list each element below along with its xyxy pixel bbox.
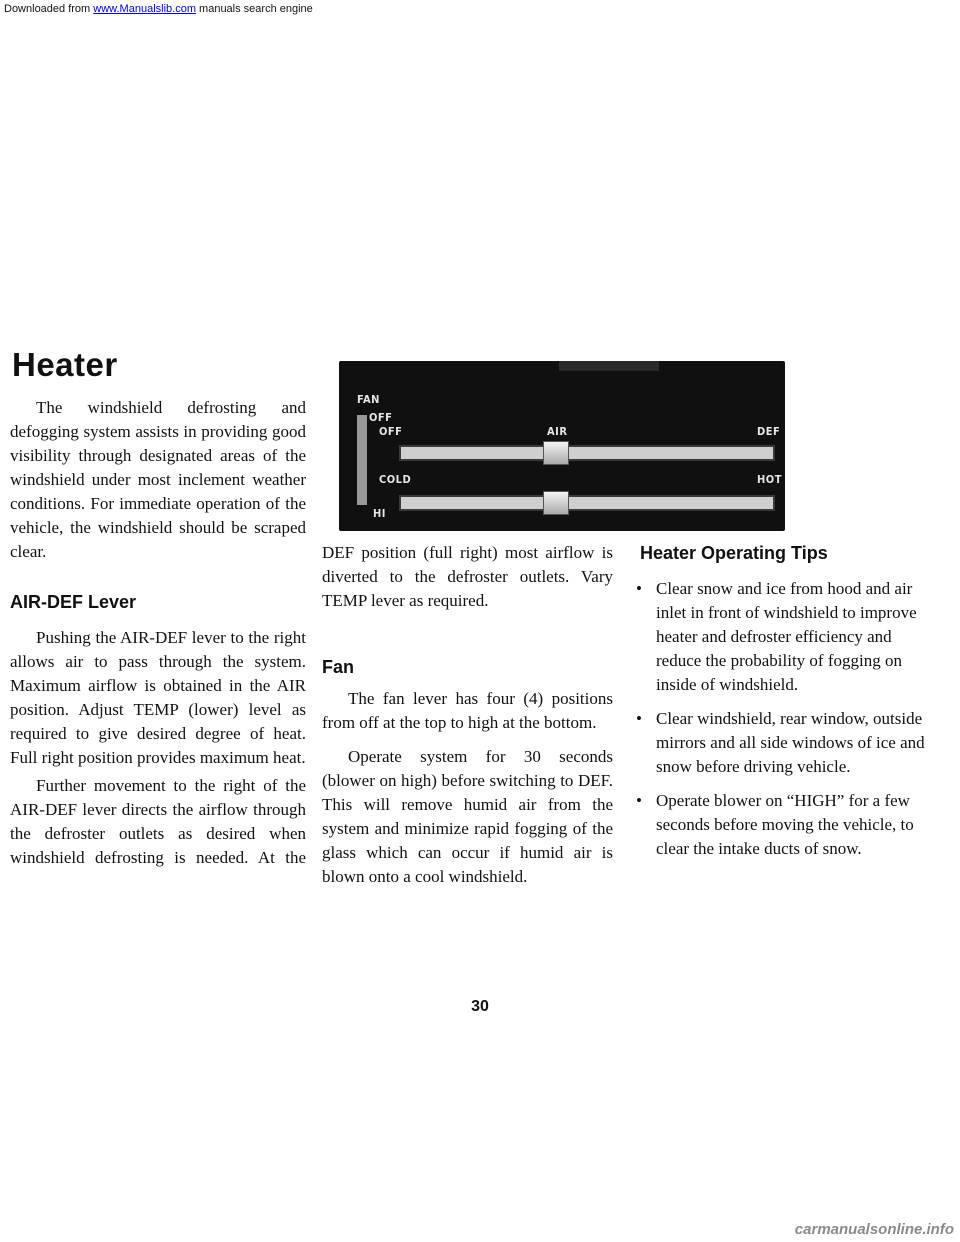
- cold-label: COLD: [379, 473, 412, 486]
- airdef-paragraph-2-continued: DEF position (full right) most airflow is diverted to the defroster outlets. Vary TEMP lever as required.: [322, 543, 613, 610]
- temp-lever-knob: [543, 491, 569, 515]
- middle-column: [322, 541, 613, 889]
- list-item: • Operate blower on “HIGH” for a few seconds before moving the vehicle, to clear the intake ducts of snow.: [632, 789, 932, 861]
- manualslib-link[interactable]: www.Manualslib.com: [93, 3, 196, 15]
- left-column: [10, 396, 306, 870]
- hi-label: HI: [373, 507, 386, 520]
- temp-lever-slot: [399, 495, 775, 511]
- off-label-2: OFF: [379, 425, 403, 438]
- fan-paragraph-1: The fan lever has four (4) positions from off at the top to high at the bottom.: [322, 689, 613, 732]
- download-header: Downloaded from www.Manualslib.com manuals search engine: [4, 3, 313, 15]
- off-label-1: OFF: [369, 411, 393, 424]
- airdef-paragraph-1: Pushing the AIR-DEF lever to the right allows air to pass through the system. Maximum airflow is obtained in the AIR position. Adjust TEMP (lower) level as required to give desired degree of heat. Full right position provides maximum heat.: [10, 628, 306, 767]
- air-label: AIR: [547, 425, 568, 438]
- fan-label: FAN: [357, 393, 380, 406]
- list-item: • Clear snow and ice from hood and air inlet in front of windshield to improve heater and defroster efficiency and reduce the probability of fogging on inside of windshield.: [632, 577, 932, 697]
- list-item: • Clear windshield, rear window, outside mirrors and all side windows of ice and snow before driving vehicle.: [632, 707, 932, 779]
- air-def-lever-knob: [543, 441, 569, 465]
- watermark: carmanualsonline.info: [794, 1221, 954, 1238]
- tips-heading: Heater Operating Tips: [640, 543, 828, 563]
- fan-paragraph-2: Operate system for 30 seconds (blower on high) before switching to DEF. This will remove humid air from the system and minimize rapid fogging of the glass which can occur if humid air is blown onto a cool windshield.: [322, 747, 613, 886]
- fan-lever-slot: [357, 415, 367, 505]
- intro-paragraph: The windshield defrosting and defogging system assists in providing good visibility through designated areas of the windshield under most inclement weather conditions. For immediate operation of the vehicle, the windshield should be scraped clear.: [10, 398, 306, 561]
- right-column: [632, 541, 932, 871]
- page-number: 30: [471, 998, 489, 1015]
- page-title: Heater: [12, 346, 118, 383]
- fan-heading: Fan: [322, 657, 355, 677]
- airdef-heading: AIR-DEF Lever: [10, 592, 137, 612]
- hot-label: HOT: [757, 473, 782, 486]
- tips-list: [632, 577, 932, 861]
- def-label: DEF: [757, 425, 781, 438]
- heater-control-panel-photo: [339, 361, 785, 531]
- air-def-lever-slot: [399, 445, 775, 461]
- airdef-paragraph-2: Further movement to the right of the AIR-DEF lever directs the airflow through the defroster outlets as desired when windshield defrosting is needed. At the: [10, 776, 306, 867]
